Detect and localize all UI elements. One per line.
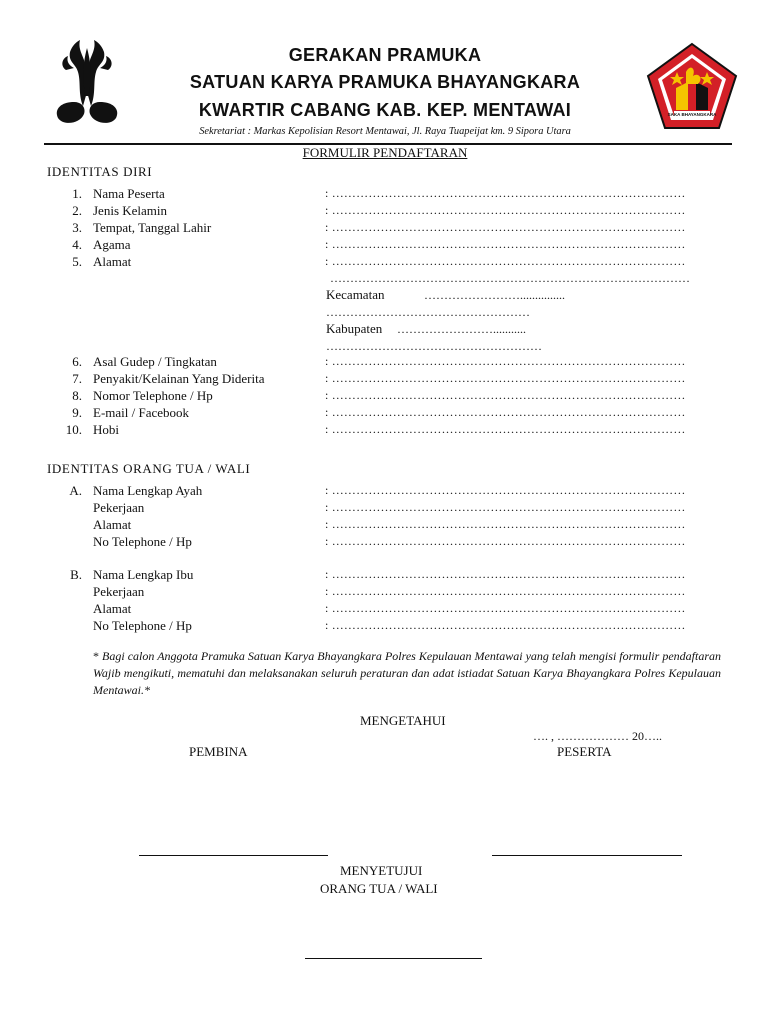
mengetahui-label: MENGETAHUI bbox=[360, 713, 446, 728]
item-number: 5. bbox=[72, 254, 82, 269]
fill-line[interactable]: : …………………………………………………………………………… bbox=[325, 388, 686, 402]
menyetujui-label: MENYETUJUI bbox=[340, 863, 423, 878]
fill-line[interactable]: : …………………………………………………………………………… bbox=[325, 186, 686, 200]
fill-line[interactable]: : …………………………………………………………………………… bbox=[325, 422, 686, 436]
field-row-nama-ibu[interactable] bbox=[0, 566, 768, 583]
field-label: Nomor Telephone / Hp bbox=[93, 388, 213, 403]
field-label: Nama Lengkap Ibu bbox=[93, 567, 194, 582]
note-asterisk: * bbox=[93, 649, 99, 663]
field-label: Penyakit/Kelainan Yang Diderita bbox=[93, 371, 265, 386]
date-line[interactable]: …. , ……………… 20….. bbox=[533, 729, 662, 743]
field-label: E-mail / Facebook bbox=[93, 405, 190, 420]
fill-line[interactable]: : …………………………………………………………………………… bbox=[325, 500, 686, 514]
peserta-label: PESERTA bbox=[557, 744, 612, 759]
field-label: Pekerjaan bbox=[93, 500, 145, 515]
field-row-telephone-ayah[interactable] bbox=[0, 533, 768, 550]
kabupaten-label: Kabupaten bbox=[326, 321, 383, 336]
fill-line[interactable]: : …………………………………………………………………………… bbox=[325, 203, 686, 217]
org-name: GERAKAN PRAMUKA bbox=[288, 45, 482, 65]
fill-line[interactable]: : …………………………………………………………………………… bbox=[325, 354, 686, 368]
item-number: 4. bbox=[72, 237, 82, 252]
field-label: Nama Peserta bbox=[93, 186, 165, 201]
fill-line[interactable]: : …………………………………………………………………………… bbox=[325, 567, 686, 581]
section-identitas-diri: IDENTITAS DIRI bbox=[47, 164, 153, 179]
orang-tua-signature-line[interactable] bbox=[305, 958, 482, 959]
fill-line[interactable]: : …………………………………………………………………………… bbox=[325, 371, 686, 385]
field-row-alamat-ibu[interactable] bbox=[0, 600, 768, 617]
fill-line[interactable]: : …………………………………………………………………………… bbox=[325, 618, 686, 632]
peserta-signature-line[interactable] bbox=[492, 855, 682, 856]
orang-tua-wali-label: ORANG TUA / WALI bbox=[320, 881, 438, 896]
field-row-nama-peserta[interactable] bbox=[0, 185, 768, 202]
fill-line[interactable]: : …………………………………………………………………………… bbox=[325, 254, 686, 268]
fill-line[interactable]: : …………………………………………………………………………… bbox=[325, 237, 686, 251]
field-label: Alamat bbox=[93, 517, 132, 532]
field-row-pekerjaan-ibu[interactable] bbox=[0, 583, 768, 600]
field-row-telephone-ibu[interactable] bbox=[0, 617, 768, 634]
field-row-agama[interactable] bbox=[0, 236, 768, 253]
field-row-penyakit[interactable] bbox=[0, 370, 768, 387]
pembina-signature-line[interactable] bbox=[139, 855, 328, 856]
saka-bhayangkara-emblem bbox=[646, 42, 738, 130]
fill-line[interactable]: : …………………………………………………………………………… bbox=[325, 584, 686, 598]
fill-line[interactable]: : …………………………………………………………………………… bbox=[325, 405, 686, 419]
field-label: No Telephone / Hp bbox=[93, 534, 192, 549]
fill-line[interactable]: : …………………………………………………………………………… bbox=[325, 517, 686, 531]
fill-line[interactable]: : …………………………………………………………………………… bbox=[325, 534, 686, 548]
pembina-label: PEMBINA bbox=[189, 744, 248, 759]
field-row-nomor-telephone[interactable] bbox=[0, 387, 768, 404]
kecamatan-continuation-line[interactable]: …………………………………………… bbox=[326, 305, 530, 319]
item-number: 10. bbox=[65, 422, 82, 437]
fill-line[interactable]: : …………………………………………………………………………… bbox=[325, 601, 686, 615]
item-number: 1. bbox=[72, 186, 82, 201]
item-marker: B. bbox=[70, 567, 82, 582]
emblem-caption: SAKA BHAYANGKARA bbox=[667, 112, 717, 117]
field-row-jenis-kelamin[interactable] bbox=[0, 202, 768, 219]
item-number: 3. bbox=[72, 220, 82, 235]
secretariat-address: Sekretariat : Markas Kepolisian Resort Mentawai, Jl. Raya Tuapeijat km. 9 Sipora Utara bbox=[199, 126, 571, 137]
field-label: Tempat, Tanggal Lahir bbox=[93, 220, 212, 235]
branch-name: KWARTIR CABANG KAB. KEP. MENTAWAI bbox=[198, 100, 572, 120]
item-number: 8. bbox=[72, 388, 82, 403]
item-number: 2. bbox=[72, 203, 82, 218]
note-text: Bagi calon Anggota Pramuka Satuan Karya Bhayangkara Polres Kepulauan Mentawai yang telah mengisi formulir pendaftaran Wajib mengikuti, mematuhi dan melaksanakan seluruh peraturan dan adat istiadat Satuan Karya Bhayangkara Polres Kepulauan Mentawai.* bbox=[93, 649, 721, 697]
registration-note bbox=[93, 648, 721, 699]
field-label: Hobi bbox=[93, 422, 119, 437]
field-row-tempat-tanggal-lahir[interactable] bbox=[0, 219, 768, 236]
kecamatan-label: Kecamatan bbox=[326, 287, 385, 302]
pramuka-tunas-kelapa-logo bbox=[54, 40, 120, 124]
field-label: Nama Lengkap Ayah bbox=[93, 483, 203, 498]
field-label: No Telephone / Hp bbox=[93, 618, 192, 633]
field-row-email-facebook[interactable] bbox=[0, 404, 768, 421]
fill-line[interactable]: : …………………………………………………………………………… bbox=[325, 483, 686, 497]
item-number: 9. bbox=[72, 405, 82, 420]
kabupaten-continuation-line[interactable]: ……………………………………………… bbox=[326, 339, 542, 353]
field-row-alamat-ayah[interactable] bbox=[0, 516, 768, 533]
fill-line[interactable]: : …………………………………………………………………………… bbox=[325, 220, 686, 234]
item-marker: A. bbox=[69, 483, 82, 498]
kabupaten-fill-line[interactable]: ……………………........... bbox=[397, 322, 526, 336]
field-label: Asal Gudep / Tingkatan bbox=[93, 354, 217, 369]
section-identitas-orang-tua: IDENTITAS ORANG TUA / WALI bbox=[47, 461, 251, 476]
field-row-pekerjaan-ayah[interactable] bbox=[0, 499, 768, 516]
item-number: 7. bbox=[72, 371, 82, 386]
unit-name: SATUAN KARYA PRAMUKA BHAYANGKARA bbox=[189, 72, 581, 92]
item-number: 6. bbox=[72, 354, 82, 369]
field-label: Alamat bbox=[93, 601, 132, 616]
field-label: Jenis Kelamin bbox=[93, 203, 168, 218]
field-label: Alamat bbox=[93, 254, 132, 269]
form-title: FORMULIR PENDAFTARAN bbox=[302, 145, 468, 160]
field-row-alamat[interactable] bbox=[0, 253, 768, 270]
alamat-continuation-line[interactable]: ……………………………………………………………………………… bbox=[330, 271, 690, 285]
field-row-asal-gudep[interactable] bbox=[0, 353, 768, 370]
field-row-hobi[interactable] bbox=[0, 421, 768, 438]
field-label: Pekerjaan bbox=[93, 584, 145, 599]
field-label: Agama bbox=[93, 237, 131, 252]
kecamatan-fill-line[interactable]: ……………………............... bbox=[424, 288, 565, 302]
field-row-nama-ayah[interactable] bbox=[0, 482, 768, 499]
